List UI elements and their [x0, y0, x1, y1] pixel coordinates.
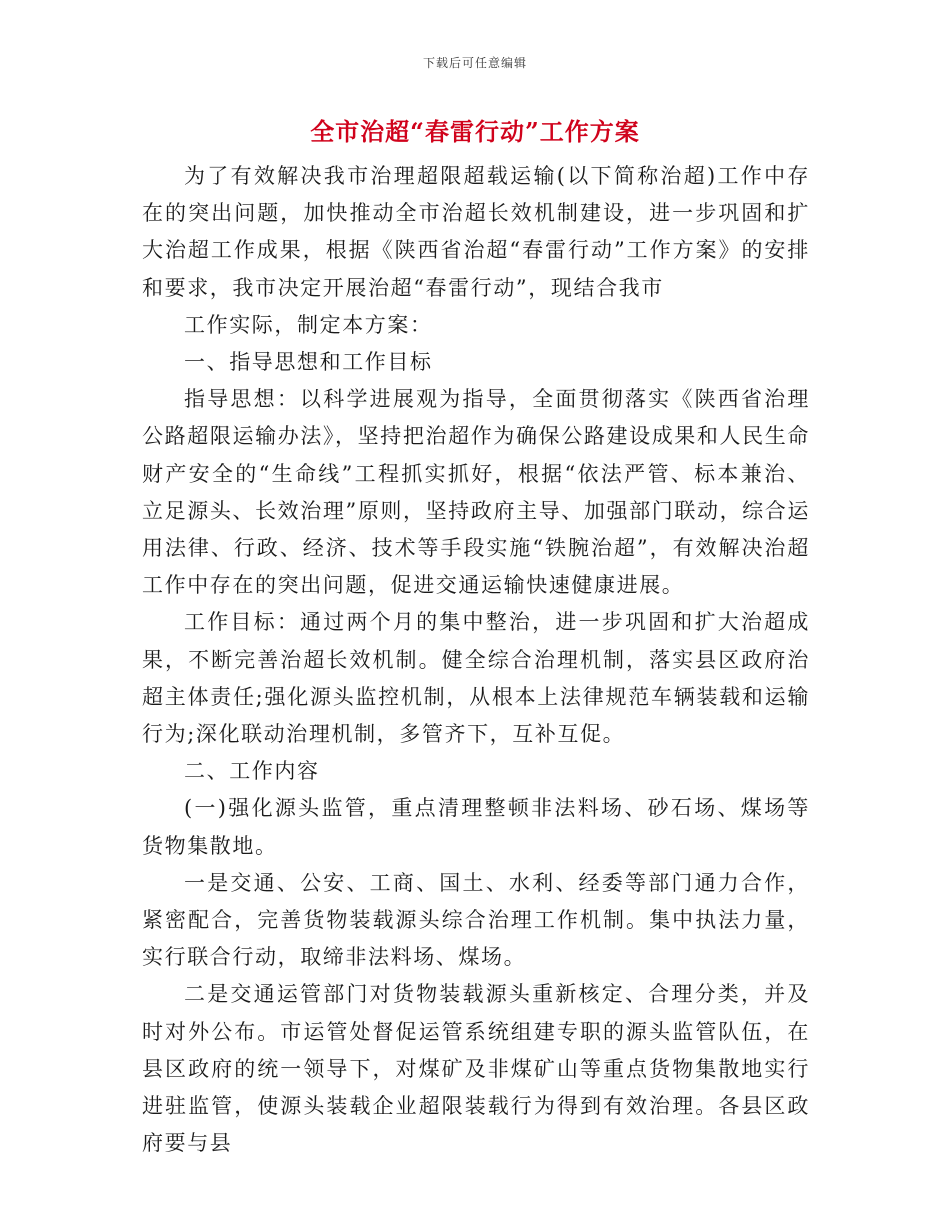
- paragraph-intro-continued: 工作实际，制定本方案：: [184, 312, 433, 337]
- paragraph-work-goal: 工作目标：通过两个月的集中整治，进一步巩固和扩大治超成果，不断完善治超长效机制。健全综合治理机制，落实县区政府治超主体责任;强化源头监控机制，从根本上法律规范车辆装载和运输行为;深化联动治理机制，多管齐下，互补互促。: [142, 610, 810, 747]
- document-body: [142, 158, 810, 1162]
- paragraph-intro: 为了有效解决我市治理超限超载运输(以下简称治超)工作中存在的突出问题，加快推动全市治超长效机制建设，进一步巩固和扩大治超工作成果，根据《陕西省治超“春雷行动”工作方案》的安排和要求，我市决定开展治超“春雷行动”，现结合我市: [142, 164, 810, 300]
- paragraph-item-1: 一是交通、公安、工商、国土、水利、经委等部门通力合作，紧密配合，完善货物装载源头综合治理工作机制。集中执法力量，实行联合行动，取缔非法料场、煤场。: [142, 870, 810, 970]
- paragraph-item-2: 二是交通运管部门对货物装载源头重新核定、合理分类，并及时对外公布。市运管处督促运管系统组建专职的源头监管队伍，在县区政府的统一领导下，对煤矿及非煤矿山等重点货物集散地实行进驻监管，使源头装载企业超限装载行为得到有效治理。各县区政府要与县: [142, 982, 810, 1156]
- document-title: 全市治超“春雷行动”工作方案: [310, 117, 640, 146]
- paragraph-guiding-thought: 指导思想：以科学进展观为指导，全面贯彻落实《陕西省治理公路超限运输办法》，坚持把治超作为确保公路建设成果和人民生命财产安全的“生命线”工程抓实抓好，根据“依法严管、标本兼治、立足源头、长效治理”原则，坚持政府主导、加强部门联动，综合运用法律、行政、经济、技术等手段实施“铁腕治超”，有效解决治超工作中存在的突出问题，促进交通运输快速健康进展。: [142, 387, 810, 598]
- header-note: 下载后可任意编辑: [422, 56, 527, 70]
- subsection-heading-1: (一)强化源头监管，重点清理整顿非法料场、砂石场、煤场等货物集散地。: [142, 796, 810, 858]
- section-heading-1: 一、指导思想和工作目标: [184, 350, 433, 375]
- section-heading-2: 二、工作内容: [184, 759, 320, 784]
